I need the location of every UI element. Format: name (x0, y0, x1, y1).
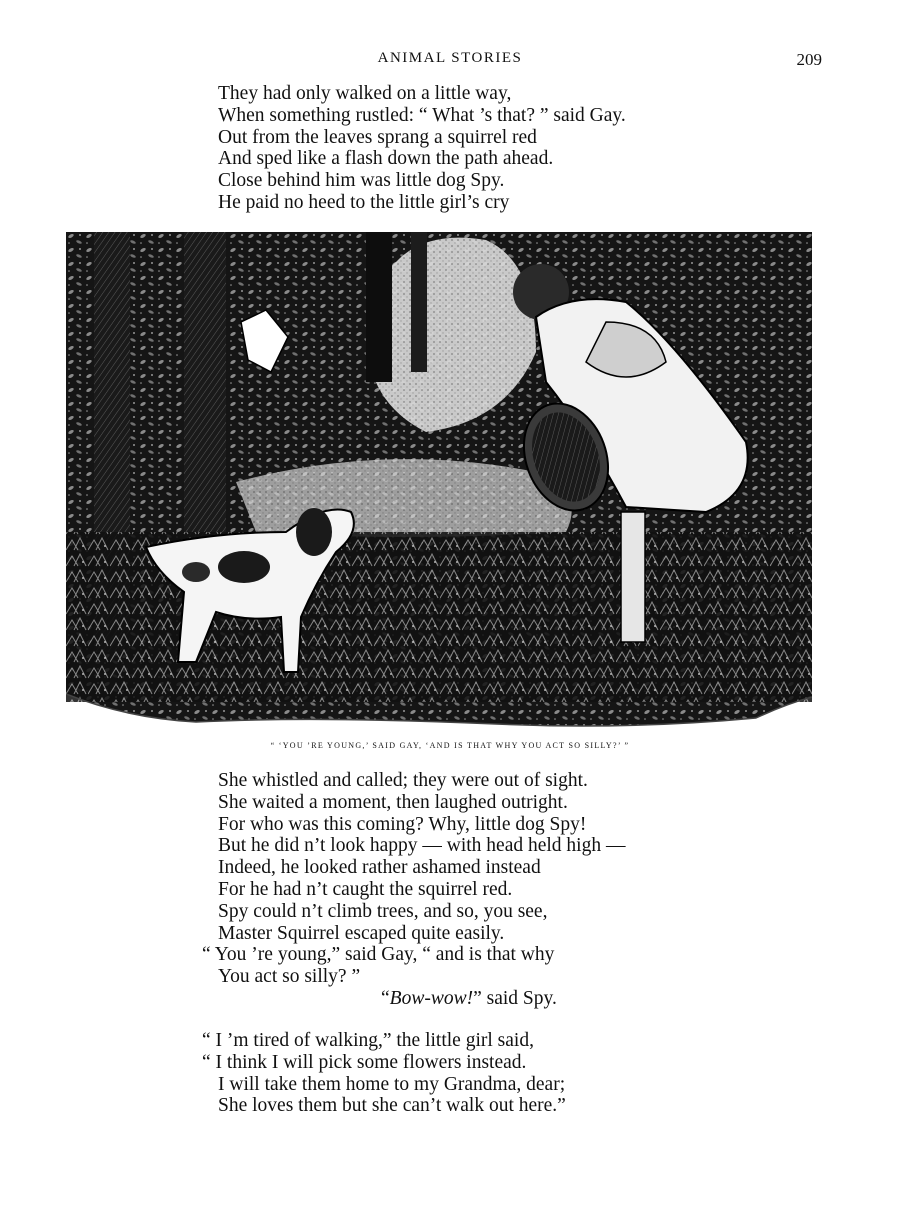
stanza-3 (202, 1030, 566, 1117)
illustration-caption: “ ‘YOU ’RE YOUNG,’ SAID GAY, ‘AND IS THAT WHY YOU ACT SO SILLY?’ ” (270, 741, 630, 750)
poem-line: Master Squirrel escaped quite easily. (218, 922, 505, 944)
poem-line: “ I ’m tired of walking,” the little girl said, (202, 1030, 534, 1051)
bow-wow-said: ” said Spy. (473, 987, 557, 1009)
poem-line: She waited a moment, then laughed outright. (218, 791, 568, 813)
poem-line: “ You ’re young,” said Gay, “ and is that why (202, 944, 555, 966)
stanza-2 (202, 770, 626, 1010)
bow-wow-open-quote: “ (381, 987, 390, 1009)
poem-line: When something rustled: “ What ’s that? ” said Gay. (218, 104, 626, 126)
stanza-1 (218, 83, 626, 214)
page-number: 209 (796, 50, 822, 69)
poem-line: Spy could n’t climb trees, and so, you see, (218, 900, 548, 922)
poem-line: But he did n’t look happy — with head held high — (218, 835, 626, 857)
bow-wow-text: Bow-wow! (389, 987, 474, 1009)
poem-line: “ I think I will pick some flowers instead. (202, 1051, 527, 1073)
running-header (0, 50, 900, 74)
poem-line: She loves them but she can’t walk out here.” (218, 1095, 566, 1117)
poem-line: Close behind him was little dog Spy. (218, 170, 505, 192)
illustration-girl-dog-woods (66, 232, 812, 728)
poem-line: For he had n’t caught the squirrel red. (218, 878, 513, 900)
running-title: ANIMAL STORIES (377, 50, 523, 66)
poem-line: Out from the leaves sprang a squirrel red (218, 126, 537, 148)
poem-line: They had only walked on a little way, (218, 83, 512, 104)
poem-line: He paid no heed to the little girl’s cry (218, 191, 510, 213)
poem-line: I will take them home to my Grandma, dear; (218, 1073, 566, 1095)
bow-wow-line (218, 988, 625, 1010)
poem-line: You act so silly? ” (218, 966, 361, 988)
poem-line: Indeed, he looked rather ashamed instead (218, 857, 541, 879)
poem-line: For who was this coming? Why, little dog Spy! (218, 813, 587, 835)
poem-line: And sped like a flash down the path ahead. (218, 148, 554, 170)
poem-line: She whistled and called; they were out of sight. (218, 770, 588, 791)
